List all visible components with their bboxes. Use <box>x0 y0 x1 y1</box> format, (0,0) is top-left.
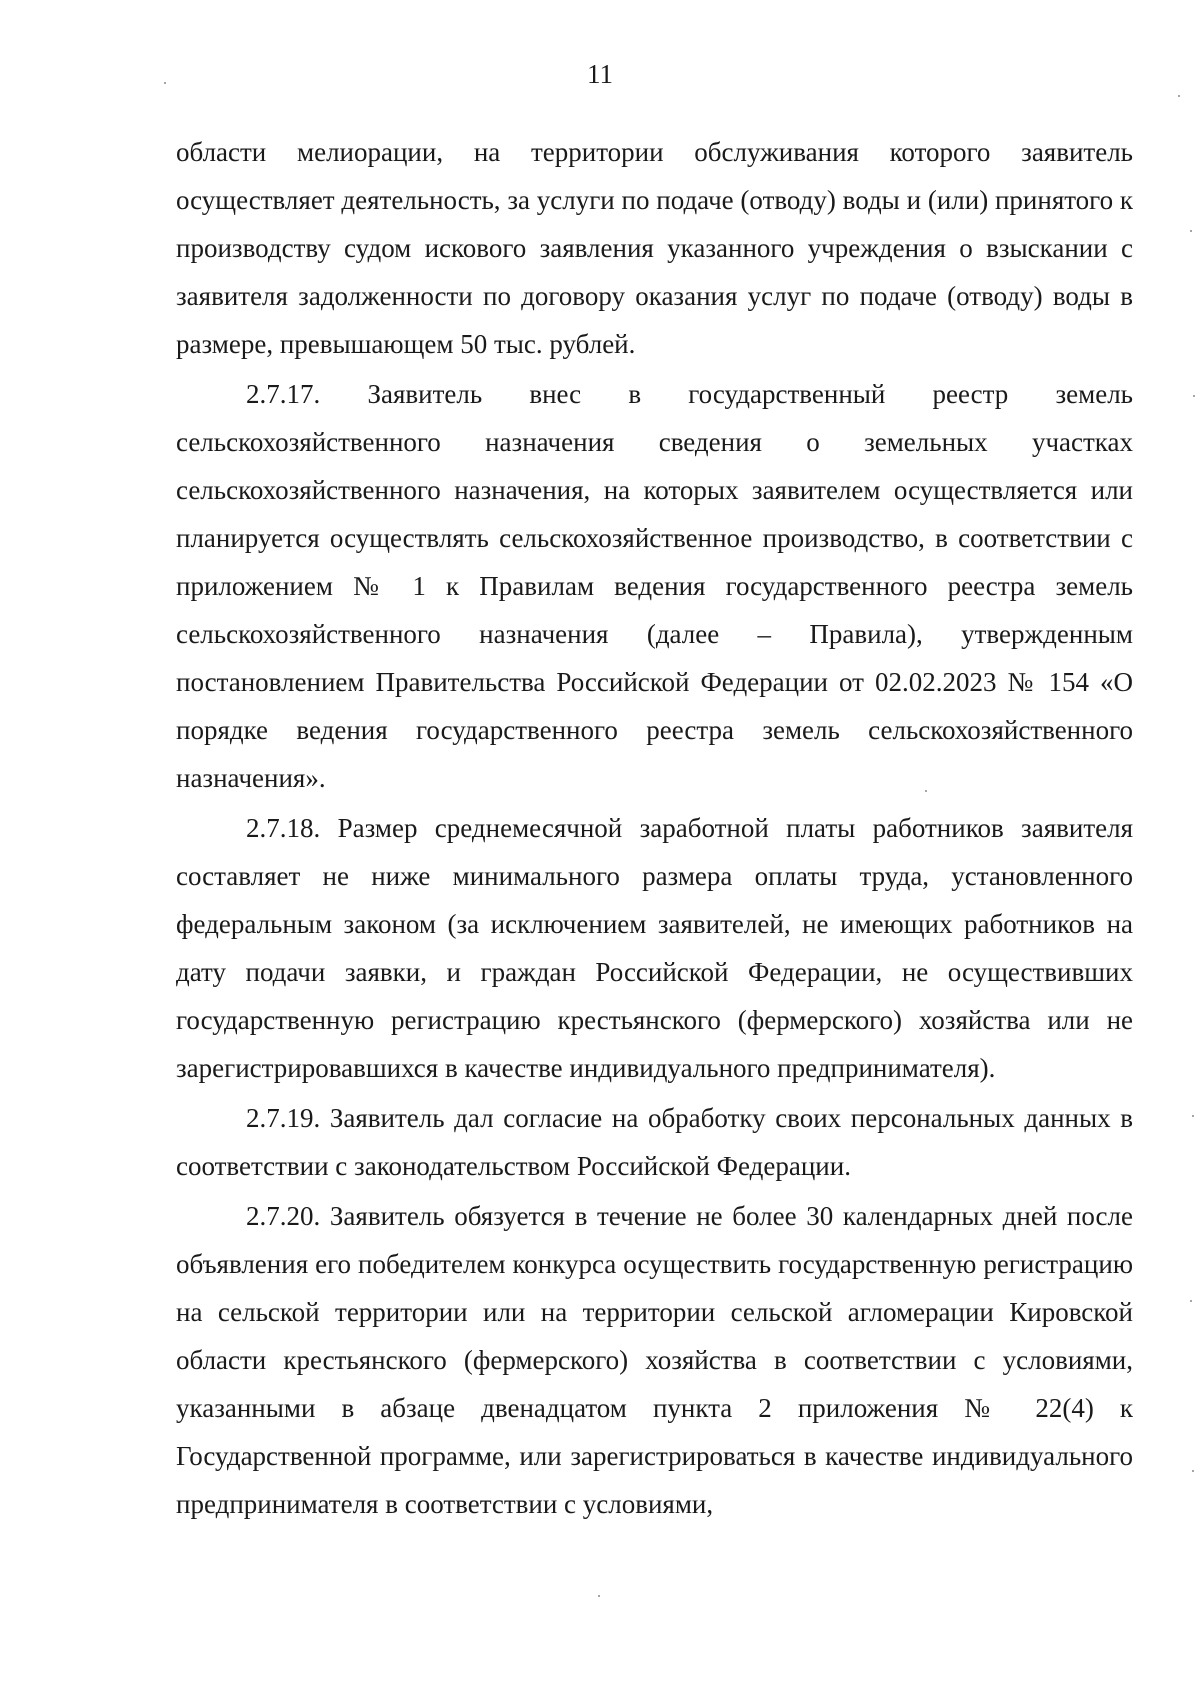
scan-speck <box>164 82 166 84</box>
page-number: 11 <box>587 59 613 89</box>
paragraph-2-7-18: 2.7.18. Размер среднемесячной заработной платы работников заявителя составляет не ниже минимального размера оплаты труда, установленного федеральным законом (за исключением заявителей, не имеющих работников на дату подачи заявки, и граждан Российской Федерации, не осуществивших государственную регистрацию крестьянского (фермерского) хозяйства или не зарегистрировавшихся в качестве индивидуального предпринимателя). <box>176 813 1133 1083</box>
scan-speck <box>1190 1300 1192 1302</box>
scan-speck <box>1178 95 1180 97</box>
scan-speck <box>1192 1115 1194 1117</box>
scan-speck <box>1192 1470 1194 1472</box>
scan-speck <box>1190 230 1192 232</box>
scan-speck <box>598 1595 600 1597</box>
paragraph-2-7-20: 2.7.20. Заявитель обязуется в течение не более 30 календарных дней после объявления его победителем конкурса осуществить государственную регистрацию на сельской территории или на территории сельской агломерации Кировской области крестьянского (фермерского) хозяйства в соответствии с условиями, указанными в абзаце двенадцатом пункта 2 приложения № 22(4) к Государственной программе, или зарегистрироваться в качестве индивидуального предпринимателя в соответствии с условиями, <box>176 1201 1133 1519</box>
scan-speck <box>925 790 927 792</box>
paragraph-2-7-17: 2.7.17. Заявитель внес в государственный реестр земель сельскохозяйственного назначения сведения о земельных участках сельскохозяйственного назначения, на которых заявителем осуществляется или планируется осуществлять сельскохозяйственное производство, в соответствии с приложением № 1 к Правилам ведения государственного реестра земель сельскохозяйственного назначения (далее – Правила), утвержденным постановлением Правительства Российской Федерации от 02.02.2023 № 154 «О порядке ведения государственного реестра земель сельскохозяйственного назначения». <box>176 379 1133 793</box>
paragraph-2-7-19: 2.7.19. Заявитель дал согласие на обработку своих персональных данных в соответствии с законодательством Российской Федерации. <box>176 1103 1133 1181</box>
paragraph-continuation: области мелиорации, на территории обслуживания которого заявитель осуществляет деятельность, за услуги по подаче (отводу) воды и (или) принятого к производству судом искового заявления указанного учреждения о взыскании с заявителя задолженности по договору оказания услуг по подаче (отводу) воды в размере, превышающем 50 тыс. рублей. <box>176 137 1133 359</box>
document-body <box>176 128 1133 1530</box>
scan-speck <box>1193 395 1195 397</box>
